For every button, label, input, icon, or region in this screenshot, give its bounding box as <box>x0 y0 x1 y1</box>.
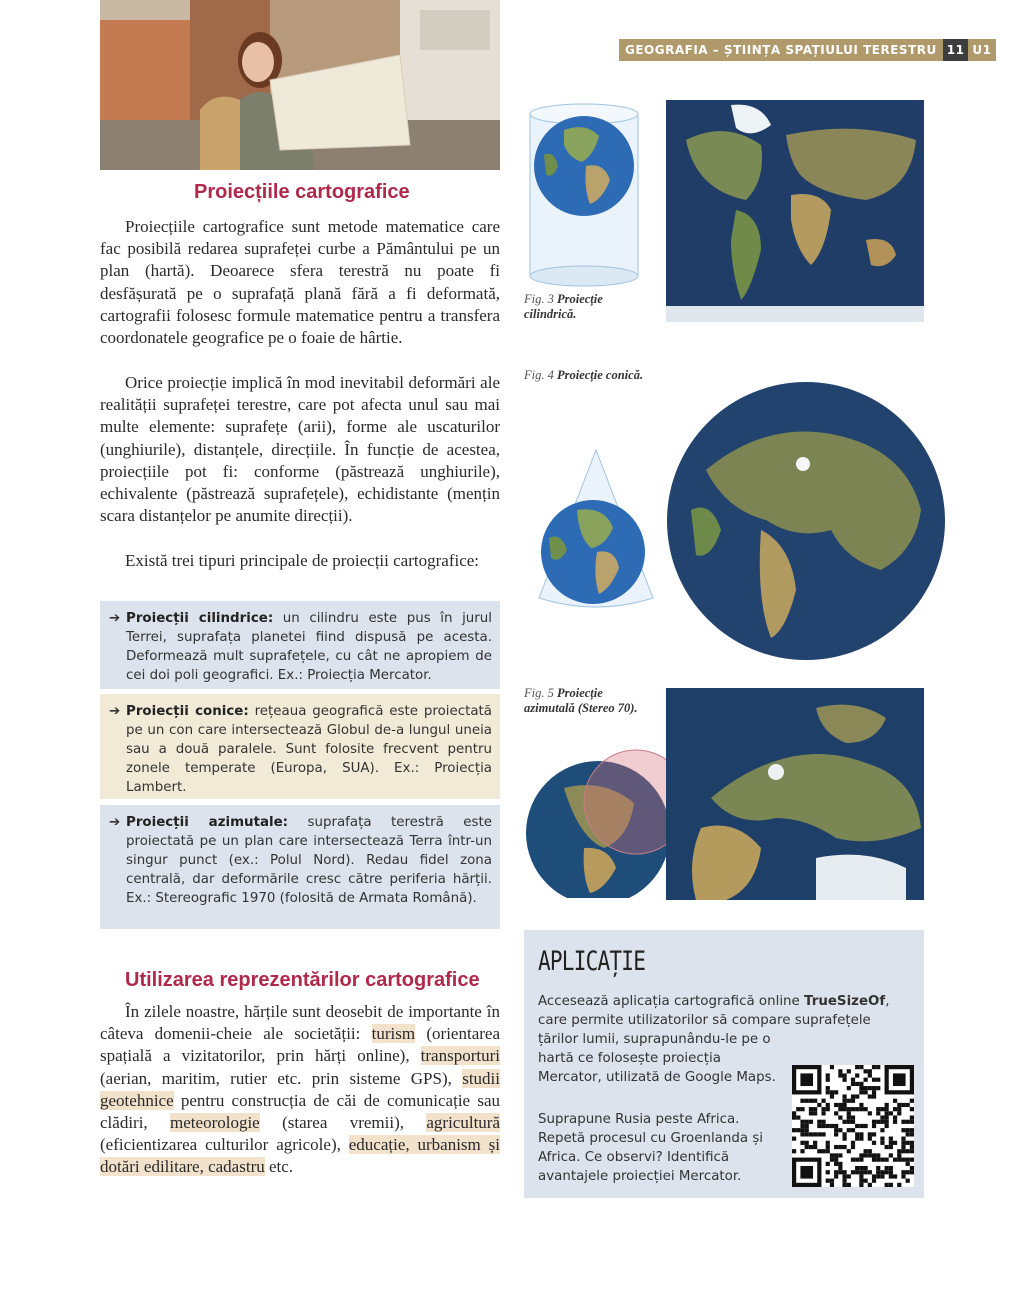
application-text-2: Suprapune Rusia peste Africa. Repetă procesul cu Groenlanda și Africa. Ce observi? Identifică avantajele proiecției Mercator. <box>538 1112 764 1184</box>
desc-conical: rețeaua geografică este proiectată pe un con care intersectează Globul de-a lungul uneia sau a două paralele. Sunt folosite frecvent pentru zonele temperate (Europa, SUA). Ex.: Proiecția Lambert. <box>126 704 492 795</box>
unit-label: U1 <box>968 39 995 61</box>
conic-world-map <box>666 380 946 662</box>
highlight-tourism: turism <box>371 1024 416 1044</box>
tourist-map-photo <box>100 0 500 170</box>
application-title: APLICAȚIE <box>538 946 646 977</box>
application-text-1: Accesează aplicația cartografică online TrueSizeOf, care permite utilizatorilor să compare suprafețele <box>538 994 890 1028</box>
page-number: 11 <box>943 39 969 61</box>
fig3-caption: Fig. 3 Proiecție cilindrică. <box>524 292 603 321</box>
box-conical <box>100 694 500 799</box>
desc-cylindrical: un cilindru este pus în jurul Terrei, suprafața planetei fiind dispusă pe acesta. Deformează mult suprafețele, cu cât ne apropiem de cei doi poli geografici. Ex.: Proiecția Mercator. <box>126 611 492 683</box>
paragraph-deformations: Orice proiecție implică în mod inevitabil deformări ale realității suprafeței terestre, care pot afecta unul sau mai multe elemente: suprafețe (arii), forme ale uscaturilor (unghiurile), distanțele, direcțiile. În funcție de acestea, proiecțiile pot fi: conforme (păstrează unghiurile), echivalente (păstrează suprafețele), echidistante (mențin scara distanțelor pe anumite direcții). <box>100 373 500 526</box>
fig5-caption: Fig. 5 Proiecție azimutală (Stereo 70). <box>524 686 638 715</box>
cylindrical-world-map <box>666 100 924 322</box>
section-title-uses: Utilizarea reprezentărilor cartografice <box>125 969 480 991</box>
fig4-caption: Fig. 4 Proiecție conică. <box>524 368 644 382</box>
section-title-projections: Proiecțiile cartografice <box>194 181 410 203</box>
paragraph-three-types: Există trei tipuri principale de proiecții cartografice: <box>125 551 480 570</box>
highlight-geotech: studii geotehnice <box>100 1068 500 1110</box>
box-azimuthal <box>100 805 500 929</box>
application-text-1b: țărilor lumii, suprapunându-le pe o hartă ce folosește proiecția Mercator, utilizată de Google Maps. <box>538 1032 776 1085</box>
truesizeof-link: TrueSizeOf <box>804 994 886 1009</box>
azimuthal-world-map <box>666 688 924 900</box>
highlight-education: educație, urbanism și dotări edilitare, cadastru <box>100 1135 500 1177</box>
cylinder-globe-figure <box>524 100 644 290</box>
term-conical: Proiecții conice: <box>126 704 249 719</box>
desc-azimuthal: suprafața terestră este proiectată pe un plan care intersectează Terra într-un singur punct (ex.: Polul Nord). Redau fidel zona centrală, dar deformările cresc către periferia hărții. Ex.: Stereografic 1970 (folosită de Armata Română). <box>126 815 492 906</box>
highlight-transport: transporturi <box>420 1046 500 1066</box>
highlight-meteorology: meteorologie <box>170 1113 260 1133</box>
paragraph-projections-intro: Proiecțiile cartografice sunt metode matematice care fac posibilă redarea suprafeței curbe a Pământului pe un plan (hartă). Deoarece sfera terestră nu poate fi desfășurată pe o suprafață plană fără a fi deformată, cartografii folosesc formule matematice pentru a transfera coordonatele geografice pe o foaie de hârtie. <box>100 217 500 348</box>
header-title: GEOGRAFIA – ȘTIINȚA SPAȚIULUI TERESTRU <box>619 39 943 61</box>
paragraph-uses: În zilele noastre, hărțile sunt deosebit de importante în câteva domenii-cheie ale societății: turism (orientarea spațială a vizitatorilor, prin hărți online), transporturi (aerian, maritim, rutier etc. prin sisteme GPS), studii geotehnice pentru construcția de căi de comunicație sau clădiri, meteorologie (starea vremii), agricultură (eficientizarea culturilor agricole), educație, urbanism și dotări edilitare, cadastru etc. <box>100 1002 501 1177</box>
term-cylindrical: Proiecții cilindrice: <box>126 611 274 626</box>
page-header <box>619 39 992 61</box>
highlight-agriculture: agricultură <box>426 1113 501 1133</box>
qr-code[interactable] <box>792 1065 914 1187</box>
arrow-icon: ➔ <box>109 611 121 626</box>
arrow-icon: ➔ <box>109 815 121 830</box>
arrow-icon: ➔ <box>109 704 121 719</box>
box-cylindrical <box>100 601 500 689</box>
application-box <box>524 930 924 1198</box>
cone-globe-figure <box>535 448 657 610</box>
term-azimuthal: Proiecții azimutale: <box>126 815 289 830</box>
